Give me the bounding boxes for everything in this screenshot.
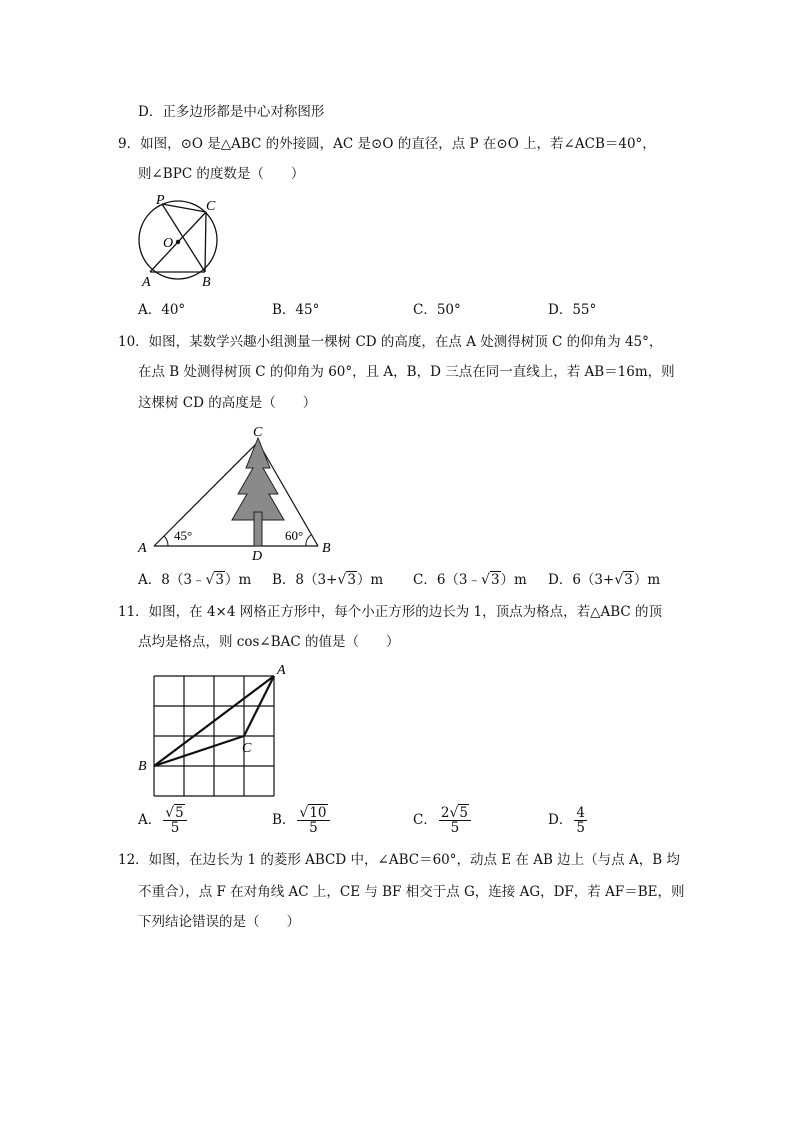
q10-option-d: D．6（3+√3）m	[548, 572, 661, 588]
q9-option-b: B．45°	[272, 302, 320, 318]
tree-trunk	[254, 512, 262, 546]
q11-option-d: D． $\frac{4}{5}$	[548, 805, 585, 836]
segment-cb	[205, 212, 206, 272]
label-a: A	[142, 275, 151, 290]
q10-figure-tree	[134, 420, 344, 565]
q11-stem-line2: 点均是格点，则 cos∠BAC 的值是（ ）	[138, 634, 400, 650]
q11-figure-grid	[134, 660, 294, 800]
label-a: A	[138, 541, 147, 556]
q9-stem-line2: 则∠BPC 的度数是（ ）	[138, 166, 305, 182]
label-c: C	[253, 425, 263, 440]
angle-label-60: 60°	[285, 528, 304, 543]
label-p: P	[156, 193, 165, 208]
label-c: C	[206, 199, 216, 214]
label-o: O	[163, 236, 174, 251]
q12-stem-line1: 12．如图，在边长为 1 的菱形 ABCD 中，∠ABC＝60°，动点 E 在 AB 边上（与点 A，B 均	[118, 852, 680, 868]
q10-option-a: A．8（3﹣√3）m	[138, 572, 252, 588]
q10-option-b: B．8（3+√3）m	[272, 572, 384, 588]
q9-option-d: D．55°	[548, 302, 597, 318]
q11-option-c: C． $\frac{2√5}{5}$	[413, 806, 471, 835]
q12-stem-line2: 不重合），点 F 在对角线 AC 上，CE 与 BF 相交于点 G，连接 AG，DF，若 AF＝BE，则	[138, 884, 685, 900]
label-b: B	[202, 275, 211, 290]
label-b: B	[138, 759, 147, 774]
center-point-o	[176, 240, 180, 244]
q11-stem-line1: 11．如图，在 4×4 网格正方形中，每个小正方形的边长为 1，顶点为格点，若△ABC 的顶	[118, 604, 663, 620]
q9-figure-circle	[130, 192, 230, 292]
q10-option-c: C．6（3﹣√3）m	[413, 572, 527, 588]
q9-stem-line1: 9．如图，⊙O 是△ABC 的外接圆，AC 是⊙O 的直径，点 P 在⊙O 上，若∠ACB＝40°，	[118, 136, 656, 152]
q11-option-a: A． $\frac{√5}{5}$	[138, 806, 187, 835]
q9-option-a: A．40°	[138, 302, 186, 318]
q10-stem-line1: 10．如图，某数学兴趣小组测量一棵树 CD 的高度，在点 A 处测得树顶 C 的仰角为 45°，	[118, 334, 663, 350]
angle-label-45: 45°	[174, 528, 193, 543]
label-c: C	[242, 741, 252, 756]
tree-icon	[232, 438, 284, 520]
q11-option-b: B． $\frac{√10}{5}$	[272, 806, 330, 835]
q8-option-d: D．正多边形都是中心对称图形	[138, 104, 325, 120]
q10-stem-line3: 这棵树 CD 的高度是（ ）	[138, 395, 317, 411]
label-a: A	[277, 663, 286, 678]
q10-stem-line2: 在点 B 处测得树顶 C 的仰角为 60°，且 A，B，D 三点在同一直线上，若 AB＝16m，则	[138, 364, 675, 380]
q9-option-c: C．50°	[413, 302, 461, 318]
label-d: D	[252, 549, 263, 564]
label-b: B	[322, 541, 331, 556]
angle-arc-b	[306, 535, 311, 546]
grid-lines	[154, 676, 274, 796]
q12-stem-line3: 下列结论错误的是（ ）	[138, 914, 300, 930]
angle-arc-a	[164, 536, 168, 546]
